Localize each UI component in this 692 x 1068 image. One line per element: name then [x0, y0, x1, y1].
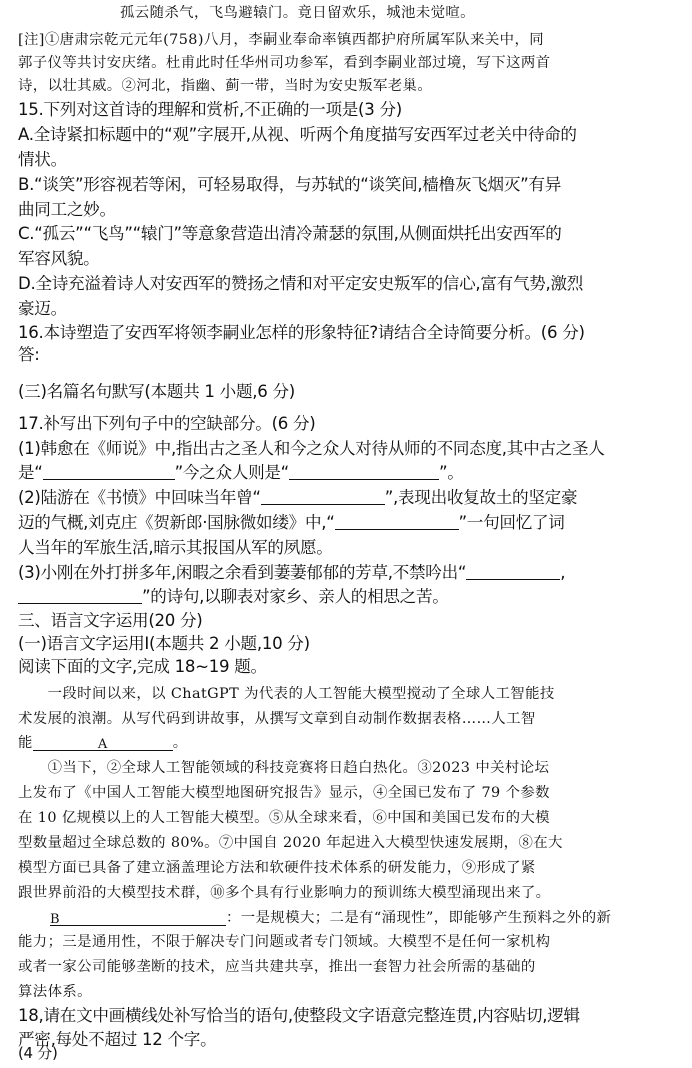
- q15-option-b-line1: B.“谈笑”形容视若等闲，可轻易取得，与苏轼的“谈笑间,樯橹灰飞烟灭”有异: [18, 175, 562, 194]
- q15-option-c-line1: C.“孤云”“飞鸟”“辕门”等意象营造出清冷萧瑟的氛围,从侧面烘托出安西军的: [18, 224, 562, 243]
- q17-part2-text-d: ”一句回忆了词: [458, 513, 565, 532]
- q17-part3-text-c: ”的诗句,以聊表对家乡、亲人的相思之苦。: [142, 587, 449, 606]
- passage-p2-line4: 型数量超过全球总数的 80%。⑦中国自 2020 年起进入大模型快速发展期，⑧在大: [18, 835, 563, 851]
- reading-instruction: 阅读下面的文字,完成 18~19 题。: [18, 657, 267, 676]
- q16-stem: 16.本诗塑造了安西军将领李嗣业怎样的形象特征?请结合全诗简要分析。(6 分): [18, 323, 585, 342]
- q17-part3-line1: [18, 563, 565, 583]
- passage-p2-line1: ①当下，②全球人工智能领域的科技竞赛将日趋白热化。③2023 中关村论坛: [18, 760, 550, 776]
- q17-blank-3[interactable]: [261, 489, 385, 505]
- passage-p2-line5: 模型方面已具备了建立涵盖理论方法和软硬件技术体系的研发能力，⑨形成了紧: [18, 860, 536, 876]
- passage-p3-line2: 能力；三是通用性，不限于解决专门问题或者专门领域。大模型不是任何一家机构: [18, 934, 551, 950]
- passage-p3-text-a: ：一是规模大；二是有“涌现性”，即能够产生预料之外的新: [226, 910, 612, 926]
- q18-score: (4 分): [18, 1044, 58, 1062]
- q17-part1-text-c: ”。: [438, 463, 464, 482]
- passage-p1-line2: 术发展的浪潮。从写代码到讲故事，从撰写文章到自动制作数据表格……人工智: [18, 711, 536, 727]
- passage-p1-line3: [18, 733, 188, 753]
- part3-subheading: (一)语言文字运用Ⅰ(本题共 2 小题,10 分): [18, 634, 310, 653]
- passage-blank-b[interactable]: [50, 910, 226, 926]
- q17-part2-text-a: (2)陆游在《书愤》中回味当年曾“: [18, 488, 261, 507]
- q15-option-b-line2: 曲同工之妙。: [18, 200, 116, 219]
- q17-blank-2[interactable]: [289, 464, 439, 480]
- q17-blank-4[interactable]: [335, 514, 459, 530]
- q17-part2-line1: [18, 488, 577, 508]
- q15-stem: 15.下列对这首诗的理解和赏析,不正确的一项是(3 分): [18, 100, 402, 119]
- q18-stem-line1: 18,请在文中画横线处补写恰当的语句,使整段文字语意完整连贯,内容贴切,逻辑: [18, 1006, 580, 1025]
- part3-heading: 三、语言文字运用(20 分): [18, 611, 203, 630]
- note-line-1: [注]①唐肃宗乾元元年(758)八月，李嗣业奉命率镇西都护府所属军队来关中，同: [18, 32, 545, 48]
- blank-a-label: A: [97, 737, 108, 752]
- passage-blank-a[interactable]: [33, 735, 173, 751]
- q17-part1-line1: (1)韩愈在《师说》中,指出古之圣人和今之众人对待从师的不同态度,其中古之圣人: [18, 439, 605, 458]
- q17-part2-text-b: ”,表现出收复故土的坚定豪: [384, 488, 578, 507]
- section-heading: (三)名篇名句默写(本题共 1 小题,6 分): [18, 382, 295, 401]
- q18-stem-line2: 严密,每处不超过 12 个字。: [18, 1030, 217, 1049]
- passage-p1-line1: 一段时间以来，以 ChatGPT 为代表的人工智能大模型搅动了全球人工智能技: [18, 686, 555, 702]
- passage-p1-text-b: 。: [172, 735, 188, 751]
- q15-option-c-line2: 军容风貌。: [18, 249, 100, 268]
- q15-option-a-line2: 情状。: [18, 150, 67, 169]
- q17-part1-text-a: 是“: [18, 463, 43, 482]
- q17-part3-text-a: (3)小刚在外打拼多年,闲暇之余看到萋萋郁郁的芳草,不禁吟出“: [18, 563, 467, 582]
- q16-answer-label: 答:: [18, 345, 40, 364]
- q17-part1-text-b: ”今之众人则是“: [174, 463, 289, 482]
- q15-option-a-line1: A.全诗紧扣标题中的“观”字展开,从视、听两个角度描写安西军过老关中待命的: [18, 125, 577, 144]
- q17-blank-1[interactable]: [43, 464, 175, 480]
- passage-p2-line6: 跟世界前沿的大模型技术群，⑩多个具有行业影响力的预训练大模型涌现出来了。: [18, 885, 551, 901]
- q17-blank-6[interactable]: [18, 588, 142, 604]
- q17-stem: 17.补写出下列句子中的空缺部分。(6 分): [18, 414, 316, 433]
- q17-part2-text-c: 迈的气概,刘克庄《贺新郎·国脉微如缕》中,“: [18, 513, 335, 532]
- q17-part3-line2: [18, 587, 449, 607]
- q15-option-d-line2: 豪迈。: [18, 299, 67, 318]
- blank-b-label: B: [50, 912, 60, 927]
- q17-part2-line3: 人当年的军旅生活,暗示其报国从军的夙愿。: [18, 538, 333, 557]
- q17-part3-text-b: ,: [560, 563, 566, 582]
- note-line-3: 诗，以壮其威。②河北，指幽、蓟一带，当时为安史叛军老巢。: [18, 78, 433, 94]
- passage-p1-text-a: 能: [18, 735, 33, 751]
- passage-p3-line3: 或者一家公司能够垄断的技术，应当共建共享，推出一套智力社会所需的基础的: [18, 959, 536, 975]
- poem-last-line: 孤云随杀气，飞鸟避辕门。竟日留欢乐，城池未觉喧。: [120, 5, 475, 21]
- note-line-2: 郭子仪等共讨安庆绪。杜甫此时任华州司功参军，看到李嗣业部过境，写下这两首: [18, 55, 551, 71]
- passage-p2-line3: 在 10 亿规模以上的人工智能大模型。⑤从全球来看，⑥中国和美国已发布的大模: [18, 810, 550, 826]
- passage-p3-line1: [18, 908, 611, 928]
- q17-part1-line2: [18, 463, 464, 483]
- passage-p3-line4: 算法体系。: [18, 984, 92, 1000]
- q17-blank-5[interactable]: [466, 564, 560, 580]
- q15-option-d-line1: D.全诗充溢着诗人对安西军的赞扬之情和对平定安史叛军的信心,富有气势,激烈: [18, 274, 584, 293]
- q17-part2-line2: [18, 513, 565, 533]
- passage-p2-line2: 上发布了《中国人工智能大模型地图研究报告》显示，④全国已发布了 79 个参数: [18, 785, 550, 801]
